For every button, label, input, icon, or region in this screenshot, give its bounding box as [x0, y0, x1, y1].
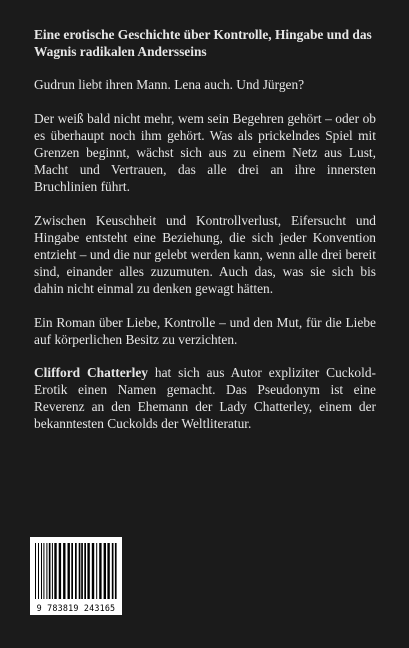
barcode-bar: [79, 543, 81, 599]
barcode-bar: [71, 543, 73, 599]
blurb-headline: Eine erotische Geschichte über Kontrolle, Hingabe und das Wagnis radikalen Andersseins: [34, 27, 372, 59]
barcode-bar: [107, 543, 109, 599]
blurb-paragraph-1: Gudrun liebt ihren Mann. Lena auch. Und Jürgen?: [34, 77, 305, 92]
barcode-bars: [34, 543, 118, 599]
barcode-bar: [38, 543, 39, 599]
author-name: Clifford Chatterley: [34, 365, 148, 380]
barcode-bar: [87, 543, 89, 599]
barcode-bar: [46, 543, 47, 599]
barcode-bar: [75, 543, 77, 599]
barcode-bar: [115, 543, 117, 599]
barcode-bar: [81, 543, 83, 599]
isbn-number: 9 783819 243165: [36, 603, 116, 613]
author-bio-text: hat sich aus Autor expliziter Cuckold-Erotik einen Namen gemacht. Das Pseudonym ist eine Reverenz an den Ehemann der Lady Chatterley, einem der bekanntesten Cuckolds der Weltliteratur.: [34, 365, 376, 431]
barcode-bar: [49, 543, 51, 599]
blurb-paragraph-4: Ein Roman über Liebe, Kontrolle – und den Mut, für die Liebe auf körperlichen Besitz zu verzichten.: [34, 315, 376, 347]
barcode-bar: [99, 543, 101, 599]
blurb-text-block: [34, 26, 376, 449]
barcode-bar: [63, 543, 65, 599]
barcode-bar: [104, 543, 106, 599]
barcode-bar: [52, 543, 53, 599]
barcode-bar: [59, 543, 61, 599]
barcode-bar: [112, 543, 114, 599]
barcode-bar: [43, 543, 44, 599]
barcode-bar: [92, 543, 94, 599]
isbn-barcode: [30, 537, 122, 615]
barcode-bar: [35, 543, 36, 599]
barcode-bar: [96, 543, 97, 599]
blurb-paragraph-2: Der weiß bald nicht mehr, wem sein Begehren gehört – oder ob es überhaupt noch ihm gehört. Was als prickelndes Spiel mit Grenzen beginnt, wächst sich aus zu einem Netz aus Lust, Macht und Vertrauen, das alle drei an ihre innersten Bruchlinien führt.: [34, 111, 376, 194]
barcode-bar: [54, 543, 56, 599]
author-bio: [34, 364, 376, 432]
barcode-bar: [68, 543, 70, 599]
barcode-bar: [84, 543, 86, 599]
blurb-paragraph-3: Zwischen Keuschheit und Kontrollverlust, Eifersucht und Hingabe entsteht eine Beziehung, die sich jeder Konvention entzieht – und die nur gelebt werden kann, wenn alle drei bereit sind, einander alles zuzumuten. Auch das, was sie sich bis dahin nicht einmal zu denken gewagt hätten.: [34, 213, 376, 296]
barcode-bar: [41, 543, 42, 599]
